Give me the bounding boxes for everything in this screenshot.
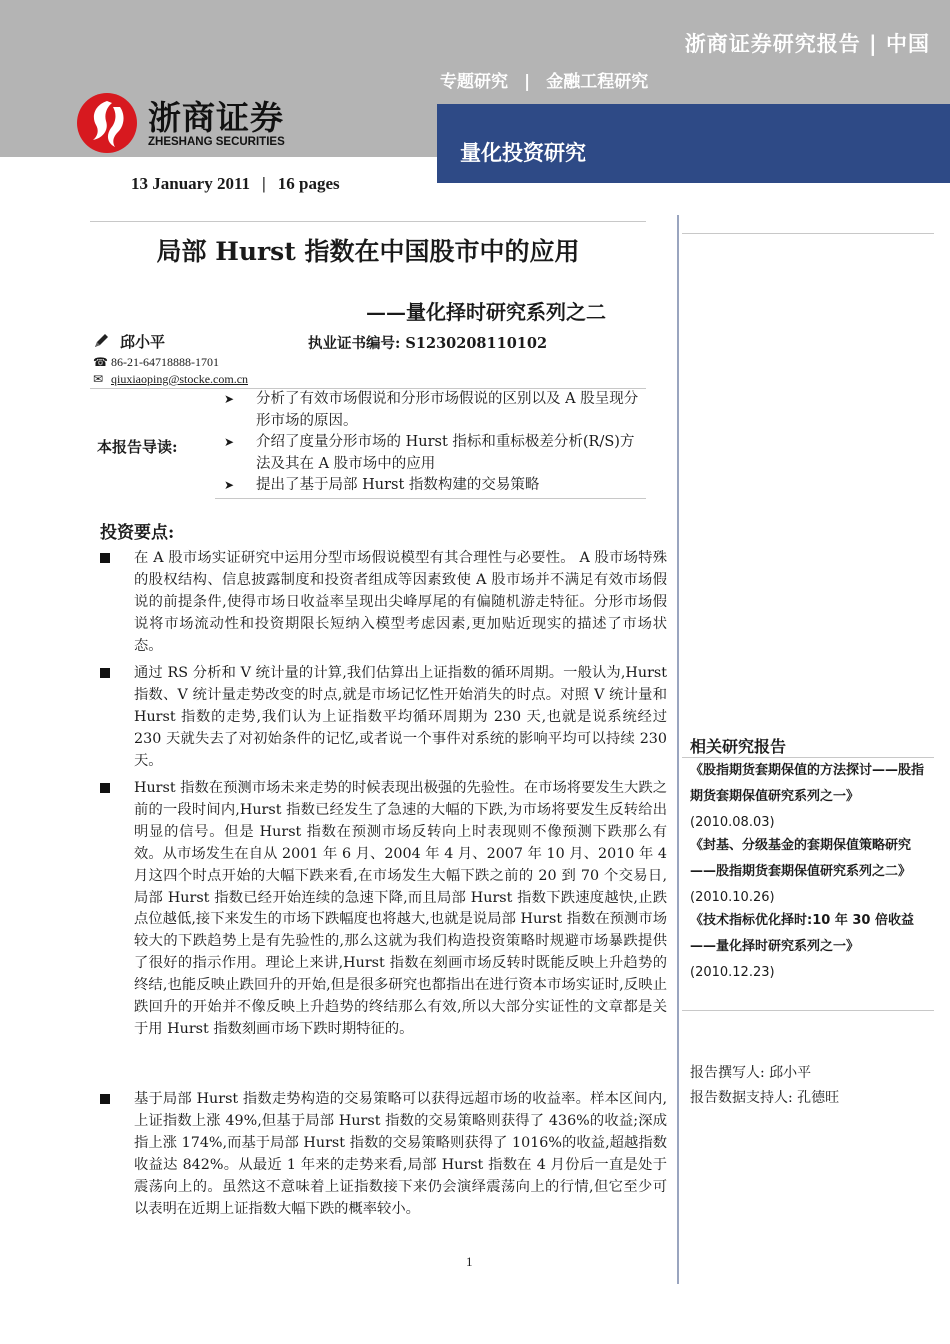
subcategory-separator: | (524, 72, 531, 92)
certificate-number (308, 332, 547, 353)
report-brand-title: 浙商证券研究报告 | 中国 (684, 32, 930, 56)
arrow-bullet-icon: ➤ (224, 392, 235, 406)
author-email[interactable]: qiuxiaoping@stocke.com.cn (111, 372, 249, 386)
email-icon: ✉ (93, 372, 104, 386)
guide-item-text: 分析了有效市场假说和分形市场假说的区别以及 A 股呈现分形市场的原因。 (256, 391, 639, 429)
phone-icon: ☎ (93, 355, 108, 369)
writer-label: 报告撰写人: (690, 1065, 765, 1081)
report-date-line (131, 174, 340, 194)
zheshang-logo-icon (76, 92, 138, 154)
company-logo (76, 92, 286, 156)
related-reports-heading: 相关研究报告 (690, 737, 787, 756)
divider (682, 1010, 934, 1011)
arrow-bullet-icon: ➤ (224, 478, 235, 492)
related-report-title: 《技术指标优化择时:10 年 30 倍收益——量化择时研究系列之一》 (690, 913, 914, 954)
subcategory-special: 专题研究 (440, 72, 508, 92)
divider (682, 233, 934, 234)
page-number: 1 (466, 1254, 473, 1269)
author-email-row (93, 372, 248, 387)
logo-english-name: ZHESHANG SECURITIES (148, 136, 285, 148)
square-bullet-icon (100, 553, 110, 563)
report-date: 13 January 2011 (131, 174, 251, 193)
investment-point-text: 在 A 股市场实证研究中运用分型市场假说模型有其合理性与必要性。 A 股市场特殊的股权结构、信息披露制度和投资者组成等因素致使 A 股市场并不满足有效市场假说的前提条件,使得市场日收益率呈现出尖峰厚尾的有偏随机游走特征。分形市场假说将市场流动性和投资期限长短纳入模型考虑因素,更加贴近现实的描述了市场状态。 (134, 550, 667, 654)
pen-icon (93, 333, 109, 353)
header-subcategory (440, 67, 648, 92)
related-report-title: 《股指期货套期保值的方法探讨——股指期货套期保值研究系列之一》 (690, 763, 925, 804)
guide-label: 本报告导读: (97, 438, 178, 456)
arrow-bullet-icon: ➤ (224, 435, 235, 449)
report-subtitle: ——量化择时研究系列之二 (366, 300, 606, 324)
category-label: 量化投资研究 (460, 141, 586, 165)
cert-value: S1230208110102 (405, 335, 548, 352)
author-name: 邱小平 (120, 333, 166, 351)
related-report-date: (2010.12.23) (690, 965, 775, 980)
report-writer-row (690, 1062, 811, 1082)
page-count: 16 pages (277, 174, 340, 193)
related-report[interactable] (690, 758, 933, 836)
date-separator: | (262, 174, 266, 193)
investment-point (100, 548, 667, 658)
related-report-title: 《封基、分级基金的套期保值策略研究——股指期货套期保值研究系列之二》 (690, 838, 912, 879)
investment-point-text: 基于局部 Hurst 指数走势构造的交易策略可以获得远超市场的收益率。样本区间内,上证指数上涨 49%,但基于局部 Hurst 指数的交易策略则获得了 436%的收益;深成指上涨 174%,而基于局部 Hurst 指数的交易策略则获得了 1016%的收益,超越指数收益达 842%。从最近 1 年来的走势来看,局部 Hurst 指数在 4 月份后一直是处于震荡向上的。虽然这不意味着上证指数接下来仍会演绎震荡向上的行情,但它至少可以表明在近期上证指数大幅下跌的概率较小。 (134, 1091, 667, 1217)
subcategory-financial-engineering: 金融工程研究 (546, 72, 649, 92)
related-report-date: (2010.10.26) (690, 890, 775, 905)
data-support-row (690, 1087, 839, 1107)
logo-chinese-name: 浙商证券 (148, 98, 284, 137)
divider (215, 498, 646, 499)
support-label: 报告数据支持人: (690, 1090, 793, 1106)
guide-item-text: 介绍了度量分形市场的 Hurst 指标和重标极差分析(R/S)方法及其在 A 股市场中的应用 (256, 434, 635, 472)
divider (90, 221, 646, 222)
investment-point (100, 663, 667, 773)
writer-name: 邱小平 (769, 1065, 812, 1081)
guide-item (224, 474, 644, 496)
investment-point (100, 778, 667, 1041)
guide-item (224, 431, 644, 475)
guide-item-text: 提出了基于局部 Hurst 指数构建的交易策略 (256, 477, 540, 493)
report-title: 局部 Hurst 指数在中国股市中的应用 (156, 237, 580, 266)
square-bullet-icon (100, 783, 110, 793)
related-report[interactable] (690, 908, 933, 986)
cert-label: 执业证书编号: (308, 335, 401, 352)
investment-point-text: Hurst 指数在预测市场未来走势的时候表现出极强的先验性。在市场将要发生大跌之前的一段时间内,Hurst 指数已经发生了急速的大幅的下跌,为市场将要发生反转给出明显的信号。但是 Hurst 指数在预测市场反转向上时表现则不像预测下跌那么有效。从市场发生在自从 2001 年 6 月、2004 年 4 月、2007 年 10 月、2010 年 4 月这四个时点开始的大幅下跌来看,在市场发生大幅下跌之前的 20 到 70 个交易日,局部 Hurst 指数已经开始连续的急速下降,而且局部 Hurst 指数下跌速度越快,止跌点位越低,接下来发生的市场下跌幅度也将越大,也就是说局部 Hurst 指数在预测市场较大的下跌趋势上是有先验性的,那么这就为我们构造投资策略时规避市场暴跌提供了很好的指示作用。理论上来讲,Hurst 指数在刻画市场反转时既能反映上升趋势的终结,也能反映止跌回升的开始,但是很多研究也都指出在进行资本市场实证时,反映止跌回升的开始并不像反映上升趋势的终结那么有效,所以大部分实证性的文章都是关于用 Hurst 指数刻画市场下跌时期特征的。 (134, 780, 667, 1037)
related-report-date: (2010.08.03) (690, 815, 775, 830)
investment-point-text: 通过 RS 分析和 V 统计量的计算,我们估算出上证指数的循环周期。一般认为,Hurst 指数、V 统计量走势改变的时点,就是市场记忆性开始消失的时点。对照 V 统计量和 Hurst 指数的走势,我们认为上证指数平均循环周期为 230 天,也就是说系统经过 230 天就失去了对初始条件的记忆,或者说一个事件对系统的影响平均可以持续 230 天。 (134, 665, 667, 769)
author-phone: 86-21-64718888-1701 (111, 355, 219, 369)
related-report[interactable] (690, 833, 933, 911)
square-bullet-icon (100, 668, 110, 678)
support-name: 孔德旺 (797, 1090, 840, 1106)
author-phone-row (93, 355, 219, 370)
column-divider (677, 215, 679, 1284)
investment-point (100, 1089, 667, 1220)
guide-item (224, 388, 644, 432)
square-bullet-icon (100, 1094, 110, 1104)
investment-points-heading: 投资要点: (100, 523, 175, 543)
